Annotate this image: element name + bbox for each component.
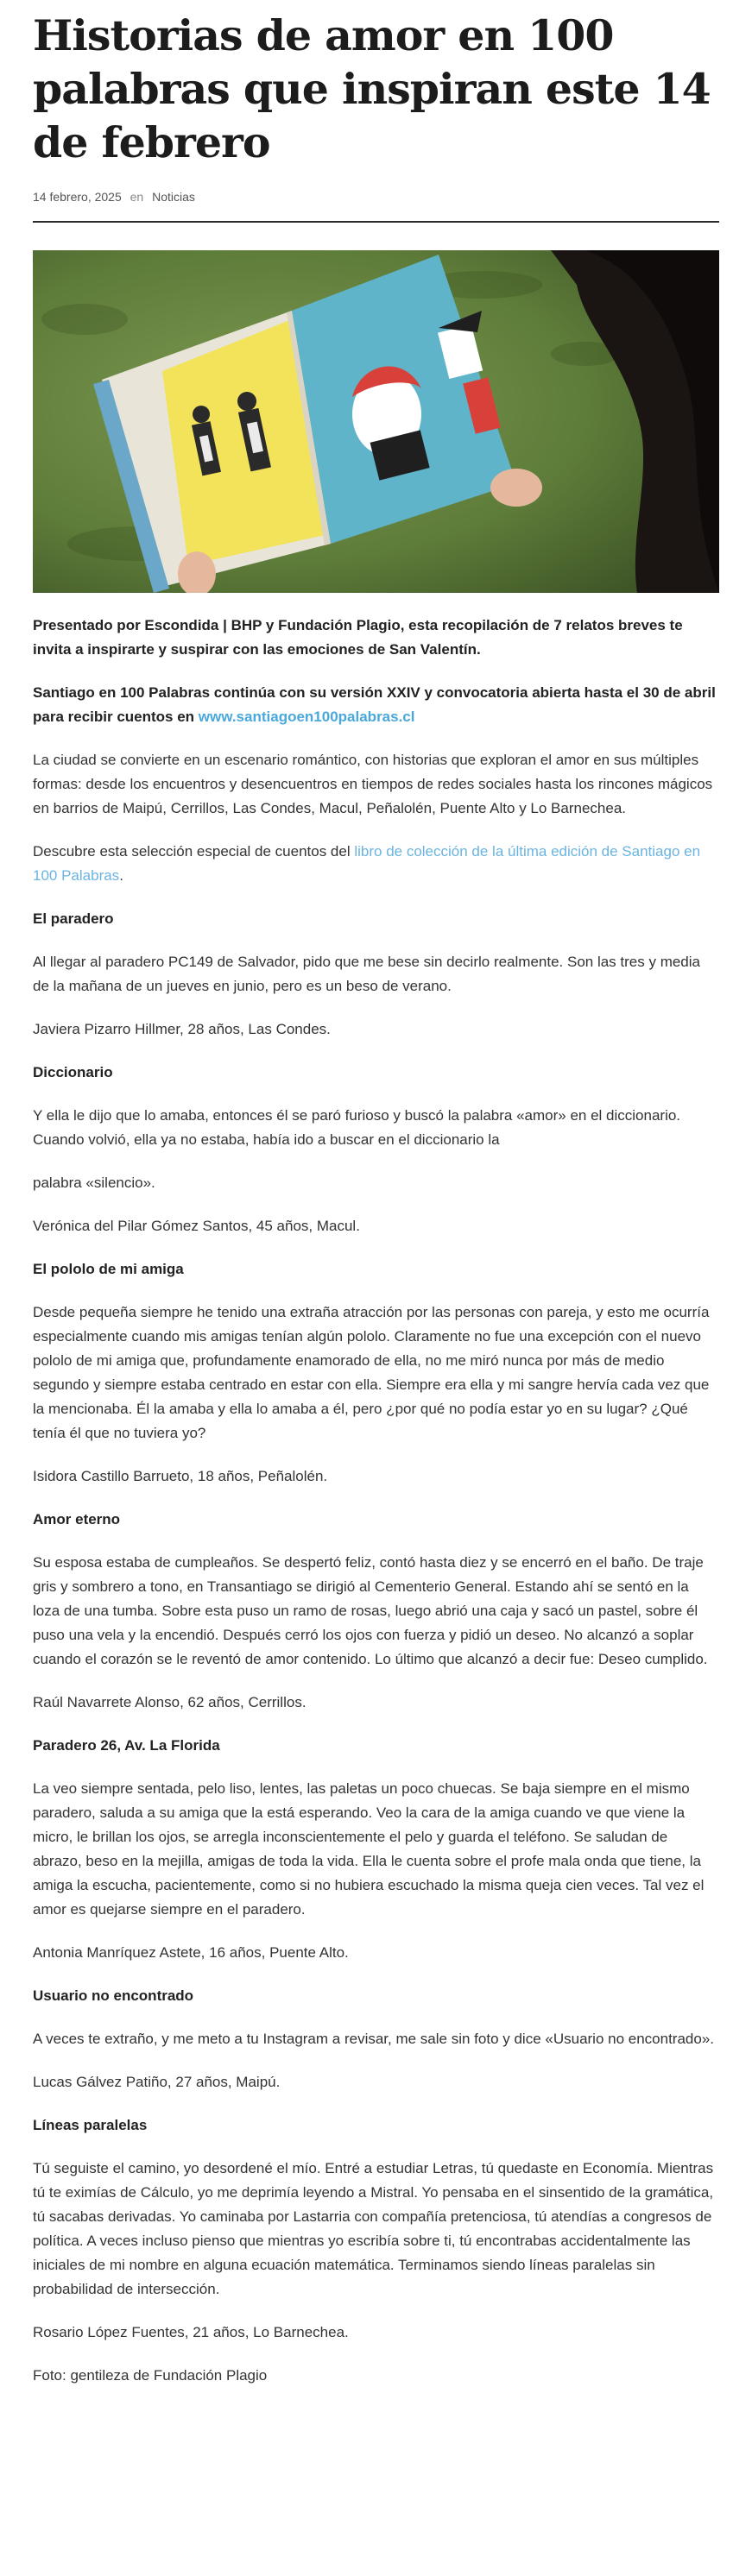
discover-paragraph xyxy=(33,840,719,888)
discover-end: . xyxy=(119,867,123,884)
contest-paragraph xyxy=(33,681,719,729)
story-title: Usuario no encontrado xyxy=(33,1987,194,2004)
story-author: Lucas Gálvez Patiño, 27 años, Maipú. xyxy=(33,2074,281,2090)
article-meta xyxy=(33,190,719,204)
hero-image xyxy=(33,250,719,593)
intro-paragraph: Presentado por Escondida | BHP y Fundación Plagio, esta recopilación de 7 relatos breves te invita a inspirarte y suspirar con las emociones de San Valentín. xyxy=(33,617,683,658)
story-text: La veo siempre sentada, pelo liso, lentes, las paletas un poco chuecas. Se baja siempre en el mismo paradero, saluda a su amiga que la está esperando. Veo la cara de la amiga cuando ve que viene la micro, le brillan los ojos, se arregla inconscientemente el pelo y guarda el teléfono. Se saludan de abrazo, beso en la mejilla, amigas de toda la vida. Ella le cuenta sobre el profe mala onda que tiene, la amiga la escucha, pacientemente, como si no hubiera escuchado la misma queja cien veces. Tal vez el amor es quejarse siempre en el paradero. xyxy=(33,1780,705,1918)
story-title: Amor eterno xyxy=(33,1511,121,1527)
story-title: Líneas paralelas xyxy=(33,2117,148,2133)
contest-text: Santiago en 100 Palabras continúa con su versión XXIV y convocatoria abierta hasta el 30 de abril para recibir cuentos en xyxy=(33,684,716,725)
story-author: Verónica del Pilar Gómez Santos, 45 años, Macul. xyxy=(33,1218,360,1234)
story-title: Paradero 26, Av. La Florida xyxy=(33,1737,220,1754)
story-author: Raúl Navarrete Alonso, 62 años, Cerrillos. xyxy=(33,1694,306,1710)
category-link[interactable]: Noticias xyxy=(152,190,195,204)
city-paragraph: La ciudad se convierte en un escenario romántico, con historias que exploran el amor en sus múltiples formas: desde los encuentros y desencuentros en tiempos de redes sociales hasta los rincones mágicos en barrios de Maipú, Cerrillos, Las Condes, Macul, Peñalolén, Puente Alto y Lo Barnechea. xyxy=(33,752,713,816)
story-title: El pololo de mi amiga xyxy=(33,1261,184,1277)
story-text: Su esposa estaba de cumpleaños. Se despertó feliz, contó hasta diez y se encerró en el baño. De traje gris y sombrero a tono, en Transantiago se dirigió al Cementerio General. Estando ahí se sentó en la loza de una tumba. Sobre esta puso un ramo de rosas, luego abrió una caja y sacó un pastel, sobre él puso una vela y la encendió. Después cerró los ojos con fuerza y pidió un deseo. No alcanzó a soplar cuando el corazón se le reventó de amor contenido. Lo último que alcanzó a decir fue: Deseo cumplido. xyxy=(33,1554,708,1667)
story-text: Y ella le dijo que lo amaba, entonces él se paró furioso y buscó la palabra «amor» en el diccionario. Cuando volvió, ella ya no estaba, había ido a buscar en el diccionario la xyxy=(33,1107,681,1148)
discover-text: Descubre esta selección especial de cuentos del xyxy=(33,843,355,860)
article-date: 14 febrero, 2025 xyxy=(33,190,122,204)
story-author: Antonia Manríquez Astete, 16 años, Puente Alto. xyxy=(33,1944,349,1961)
hero-illustration xyxy=(33,250,719,593)
story-text: Tú seguiste el camino, yo desordené el mío. Entré a estudiar Letras, tú quedaste en Economía. Mientras tú te eximías de Cálculo, yo me deprimía leyendo a Mistral. Yo pensaba en el sinsentido de la gramática, tú sacabas derivadas. Yo caminaba por Lastarria con compañía pretenciosa, tú atendías a congresos de política. A veces incluso pienso que mientras yo escribía sobre ti, tú encontrabas accidentalmente las iniciales de mi nombre en alguna ecuación matemática. Terminamos siendo líneas paralelas sin probabilidad de intersección. xyxy=(33,2160,714,2297)
story-text: A veces te extraño, y me meto a tu Instagram a revisar, me sale sin foto y dice «Usuario no encontrado». xyxy=(33,2031,715,2047)
story-text: palabra «silencio». xyxy=(33,1175,155,1191)
story-text: Al llegar al paradero PC149 de Salvador, pido que me bese sin decirlo realmente. Son las tres y media de la mañana de un jueves en junio, pero es un beso de verano. xyxy=(33,954,700,994)
contest-website-link[interactable]: www.santiagoen100palabras.cl xyxy=(198,709,415,725)
story-author: Isidora Castillo Barrueto, 18 años, Peñalolén. xyxy=(33,1468,328,1484)
story-author: Javiera Pizarro Hillmer, 28 años, Las Condes. xyxy=(33,1021,331,1037)
story-title: El paradero xyxy=(33,910,114,927)
story-text: Desde pequeña siempre he tenido una extraña atracción por las personas con pareja, y esto me ocurría especialmente cuando mis amigas tenían algún pololo. Claramente no fue una excepción con el nuevo pololo de mi amiga que, profundamente enamorado de ella, no me miró nunca por más de medio segundo y siempre estaba centrado en estar con ella. Siempre era ella y mi sangre hervía cada vez que la mencionaba. Él la amaba y ella lo amaba a él, pero ¿por qué no podía estar yo en su lugar? ¿Qué tenía él que no tuviera yo? xyxy=(33,1304,710,1441)
article-title: Historias de amor en 100 palabras que inspiran este 14 de febrero xyxy=(33,10,711,167)
title-divider xyxy=(33,221,719,223)
photo-credit: Foto: gentileza de Fundación Plagio xyxy=(33,2367,268,2384)
category-prefix: en xyxy=(130,190,144,204)
collection-book-link[interactable]: libro de colección de la última edición de Santiago en 100 Palabras xyxy=(33,843,701,884)
story-author: Rosario López Fuentes, 21 años, Lo Barnechea. xyxy=(33,2324,349,2340)
story-title: Diccionario xyxy=(33,1064,113,1080)
